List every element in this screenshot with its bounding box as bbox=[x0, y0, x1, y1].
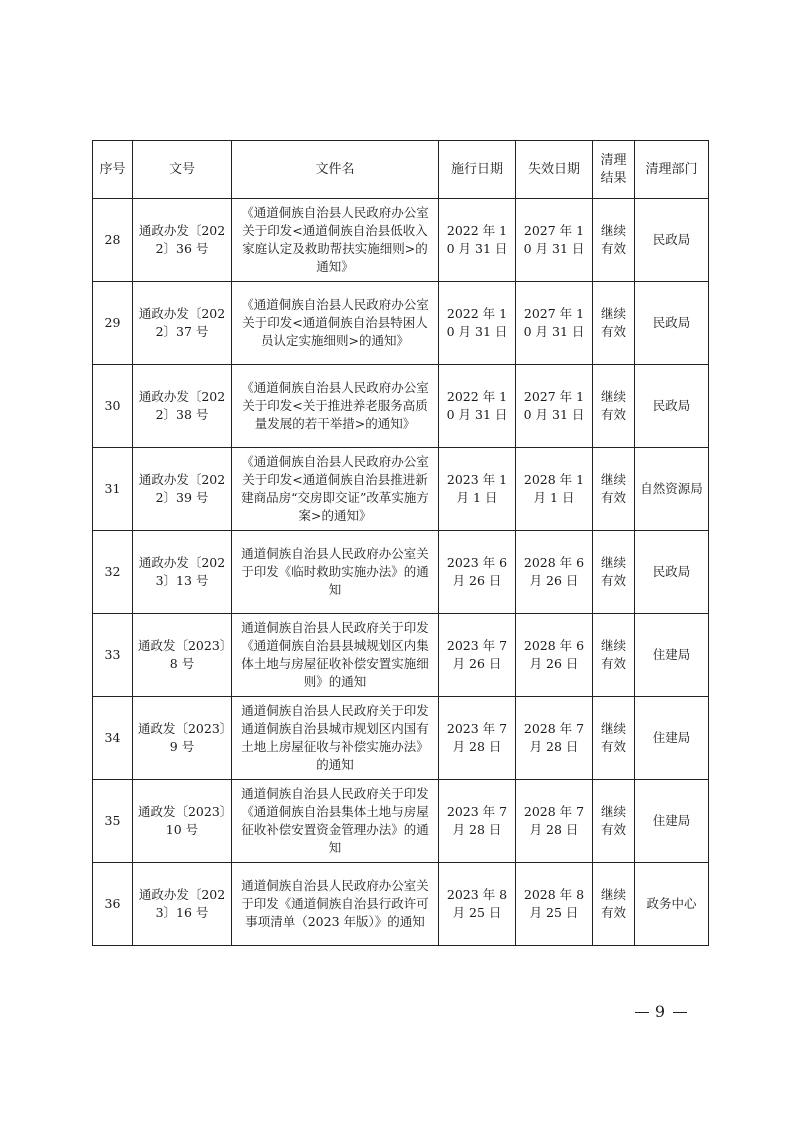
table-row bbox=[93, 199, 709, 282]
cell-expiry-date: 2028 年 7 月 28 日 bbox=[516, 780, 593, 863]
cell-dept: 民政局 bbox=[635, 199, 709, 282]
cell-doc-no: 通政办发〔2022〕39 号 bbox=[133, 448, 232, 531]
cell-result: 继续有效 bbox=[593, 863, 635, 946]
cell-expiry-date: 2028 年 1 月 1 日 bbox=[516, 448, 593, 531]
cell-effective-date: 2022 年 10 月 31 日 bbox=[439, 365, 516, 448]
cell-doc-no: 通政办发〔2022〕36 号 bbox=[133, 199, 232, 282]
cell-dept: 自然资源局 bbox=[635, 448, 709, 531]
cell-seq: 31 bbox=[93, 448, 133, 531]
cell-seq: 34 bbox=[93, 697, 133, 780]
cell-name: 通道侗族自治县人民政府办公室关于印发《通道侗族自治县行政许可事项清单（2023 年版）》的通知 bbox=[232, 863, 439, 946]
cell-seq: 28 bbox=[93, 199, 133, 282]
cell-result: 继续有效 bbox=[593, 614, 635, 697]
cell-effective-date: 2022 年 10 月 31 日 bbox=[439, 282, 516, 365]
cell-result: 继续有效 bbox=[593, 697, 635, 780]
cell-expiry-date: 2027 年 10 月 31 日 bbox=[516, 365, 593, 448]
cell-seq: 32 bbox=[93, 531, 133, 614]
cell-effective-date: 2023 年 7 月 28 日 bbox=[439, 780, 516, 863]
header-dept: 清理部门 bbox=[635, 141, 709, 199]
cell-expiry-date: 2028 年 6 月 26 日 bbox=[516, 614, 593, 697]
cell-dept: 民政局 bbox=[635, 365, 709, 448]
cell-result: 继续有效 bbox=[593, 365, 635, 448]
cell-doc-no: 通政发〔2023〕8 号 bbox=[133, 614, 232, 697]
header-name: 文件名 bbox=[232, 141, 439, 199]
cell-result: 继续有效 bbox=[593, 448, 635, 531]
cell-effective-date: 2023 年 6 月 26 日 bbox=[439, 531, 516, 614]
cell-dept: 住建局 bbox=[635, 780, 709, 863]
page-number-value: 9 bbox=[654, 1002, 667, 1021]
page-number bbox=[629, 1002, 693, 1021]
cell-effective-date: 2023 年 7 月 26 日 bbox=[439, 614, 516, 697]
cell-seq: 35 bbox=[93, 780, 133, 863]
cell-doc-no: 通政发〔2023〕10 号 bbox=[133, 780, 232, 863]
cell-effective-date: 2023 年 7 月 28 日 bbox=[439, 697, 516, 780]
cell-doc-no: 通政办发〔2023〕13 号 bbox=[133, 531, 232, 614]
table-row bbox=[93, 614, 709, 697]
header-seq: 序号 bbox=[93, 141, 133, 199]
cell-result: 继续有效 bbox=[593, 282, 635, 365]
cell-effective-date: 2022 年 10 月 31 日 bbox=[439, 199, 516, 282]
cell-expiry-date: 2028 年 6 月 26 日 bbox=[516, 531, 593, 614]
cell-seq: 29 bbox=[93, 282, 133, 365]
cell-name: 《通道侗族自治县人民政府办公室关于印发<关于推进养老服务高质量发展的若干举措>的通知》 bbox=[232, 365, 439, 448]
cell-doc-no: 通政办发〔2022〕37 号 bbox=[133, 282, 232, 365]
cell-seq: 30 bbox=[93, 365, 133, 448]
table-row bbox=[93, 780, 709, 863]
cell-dept: 民政局 bbox=[635, 531, 709, 614]
header-expiry-date: 失效日期 bbox=[516, 141, 593, 199]
cell-expiry-date: 2028 年 7 月 28 日 bbox=[516, 697, 593, 780]
cell-name: 通道侗族自治县人民政府办公室关于印发《临时救助实施办法》的通知 bbox=[232, 531, 439, 614]
cell-seq: 33 bbox=[93, 614, 133, 697]
cell-result: 继续有效 bbox=[593, 780, 635, 863]
regulation-cleanup-table bbox=[92, 140, 709, 946]
cell-doc-no: 通政发〔2023〕9 号 bbox=[133, 697, 232, 780]
header-result: 清理结果 bbox=[593, 141, 635, 199]
cell-name: 通道侗族自治县人民政府关于印发通道侗族自治县城市规划区内国有土地上房屋征收与补偿实施办法》的通知 bbox=[232, 697, 439, 780]
cell-dept: 民政局 bbox=[635, 282, 709, 365]
table-row bbox=[93, 365, 709, 448]
cell-effective-date: 2023 年 8 月 25 日 bbox=[439, 863, 516, 946]
cell-seq: 36 bbox=[93, 863, 133, 946]
cell-name: 通道侗族自治县人民政府关于印发《通道侗族自治县集体土地与房屋征收补偿安置资金管理办法》的通知 bbox=[232, 780, 439, 863]
cell-expiry-date: 2027 年 10 月 31 日 bbox=[516, 282, 593, 365]
table-row bbox=[93, 697, 709, 780]
cell-dept: 政务中心 bbox=[635, 863, 709, 946]
cell-doc-no: 通政办发〔2022〕38 号 bbox=[133, 365, 232, 448]
cell-dept: 住建局 bbox=[635, 614, 709, 697]
cell-expiry-date: 2028 年 8 月 25 日 bbox=[516, 863, 593, 946]
page-dash-right bbox=[673, 1012, 687, 1013]
table-row bbox=[93, 282, 709, 365]
header-doc-no: 文号 bbox=[133, 141, 232, 199]
cell-doc-no: 通政办发〔2023〕16 号 bbox=[133, 863, 232, 946]
cell-dept: 住建局 bbox=[635, 697, 709, 780]
cell-result: 继续有效 bbox=[593, 531, 635, 614]
table-row bbox=[93, 531, 709, 614]
cell-name: 《通道侗族自治县人民政府办公室关于印发<通道侗族自治县特困人员认定实施细则>的通知》 bbox=[232, 282, 439, 365]
cell-name: 《通道侗族自治县人民政府办公室关于印发<通道侗族自治县推进新建商品房“交房即交证”改革实施方案>的通知》 bbox=[232, 448, 439, 531]
cell-name: 《通道侗族自治县人民政府办公室关于印发<通道侗族自治县低收入家庭认定及救助帮扶实施细则>的通知》 bbox=[232, 199, 439, 282]
cell-effective-date: 2023 年 1 月 1 日 bbox=[439, 448, 516, 531]
cell-name: 通道侗族自治县人民政府关于印发《通道侗族自治县县城规划区内集体土地与房屋征收补偿安置实施细则》的通知 bbox=[232, 614, 439, 697]
header-effective-date: 施行日期 bbox=[439, 141, 516, 199]
table-header-row bbox=[93, 141, 709, 199]
table-row bbox=[93, 863, 709, 946]
table-row bbox=[93, 448, 709, 531]
page-dash-left bbox=[635, 1012, 649, 1013]
cell-expiry-date: 2027 年 10 月 31 日 bbox=[516, 199, 593, 282]
cell-result: 继续有效 bbox=[593, 199, 635, 282]
